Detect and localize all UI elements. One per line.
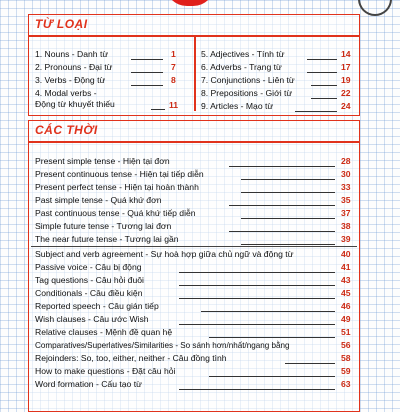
toc-leader — [229, 231, 335, 232]
toc-page-number[interactable]: 22 — [341, 88, 351, 98]
toc-page-number[interactable]: 7 — [171, 62, 176, 72]
decorative-doodle — [358, 0, 392, 16]
toc-page-number[interactable]: 14 — [341, 49, 351, 59]
toc-page-number[interactable]: 37 — [341, 208, 351, 218]
toc-entry-text[interactable]: Tag questions - Câu hỏi đuôi — [35, 275, 144, 285]
toc-entry-text[interactable]: Past simple tense - Quá khứ đơn — [35, 195, 162, 205]
toc-leader — [209, 337, 335, 338]
column-divider — [194, 37, 196, 111]
toc-leader — [307, 72, 337, 73]
toc-page-number[interactable]: 43 — [341, 275, 351, 285]
toc-page-number[interactable]: 11 — [169, 100, 179, 110]
toc-leader — [295, 111, 337, 112]
toc-entry-text[interactable]: Present simple tense - Hiện tại đơn — [35, 156, 170, 166]
tenses-heading: CÁC THỜI — [35, 123, 98, 137]
toc-page-number[interactable]: 40 — [341, 249, 351, 259]
toc-leader — [285, 363, 335, 364]
toc-page-number[interactable]: 58 — [341, 353, 351, 363]
toc-entry-text[interactable]: 1. Nouns - Danh từ — [35, 49, 109, 59]
toc-entry-text-continued[interactable]: Động từ khuyết thiếu — [35, 99, 115, 109]
toc-leader — [229, 205, 335, 206]
toc-entry-text[interactable]: Conditionals - Câu điều kiện — [35, 288, 143, 298]
toc-entry-text[interactable]: Present perfect tense - Hiện tại hoàn thành — [35, 182, 199, 192]
toc-entry-text[interactable]: Wish clauses - Câu ước Wish — [35, 314, 149, 324]
toc-page-number[interactable]: 39 — [341, 234, 351, 244]
toc-entry-text[interactable]: Comparatives/Superlatives/Similarities - So sánh hơn/nhất/ngang bằng — [35, 341, 290, 350]
toc-page-number[interactable]: 45 — [341, 288, 351, 298]
toc-leader — [209, 376, 335, 377]
toc-entry-text[interactable]: 4. Modal verbs - — [35, 88, 97, 98]
toc-leader — [241, 179, 335, 180]
toc-entry-text[interactable]: 7. Conjunctions - Liên từ — [201, 75, 295, 85]
toc-leader — [179, 324, 335, 325]
toc-leader — [151, 109, 165, 110]
toc-leader — [131, 85, 163, 86]
toc-entry-text[interactable]: 5. Adjectives - Tính từ — [201, 49, 285, 59]
toc-entry-text[interactable]: Simple future tense - Tương lai đơn — [35, 221, 172, 231]
toc-leader — [131, 72, 163, 73]
toc-page-number[interactable]: 17 — [341, 62, 351, 72]
heading-divider — [29, 141, 359, 143]
toc-entry-text[interactable]: Subject and verb agreement - Sự hoà hợp giữa chủ ngữ và động từ — [35, 249, 294, 259]
toc-page-number[interactable]: 33 — [341, 182, 351, 192]
toc-page-number[interactable]: 19 — [341, 75, 351, 85]
toc-entry-text[interactable]: 8. Prepositions - Giới từ — [201, 88, 293, 98]
decorative-red-shape — [165, 0, 215, 6]
word-types-section — [28, 14, 360, 116]
toc-entry-text[interactable]: 6. Adverbs - Trạng từ — [201, 62, 282, 72]
toc-leader — [229, 166, 335, 167]
group-divider — [31, 246, 357, 247]
toc-page-number[interactable]: 8 — [171, 75, 176, 85]
toc-leader — [179, 389, 335, 390]
toc-page-number[interactable]: 30 — [341, 169, 351, 179]
toc-page-number[interactable]: 59 — [341, 366, 351, 376]
tenses-section — [28, 120, 360, 412]
toc-entry-text[interactable]: 9. Articles - Mạo từ — [201, 101, 274, 111]
toc-page-number[interactable]: 41 — [341, 262, 351, 272]
toc-page-number[interactable]: 46 — [341, 301, 351, 311]
toc-entry-text[interactable]: Past continuous tense - Quá khứ tiếp diễn — [35, 208, 196, 218]
toc-entry-text[interactable]: The near future tense - Tương lai gần — [35, 234, 179, 244]
toc-leader — [241, 192, 335, 193]
toc-entry-text[interactable]: Relative clauses - Mệnh đề quan hệ — [35, 327, 173, 337]
toc-leader — [131, 59, 163, 60]
toc-entry-text[interactable]: Passive voice - Câu bị động — [35, 262, 142, 272]
toc-entry-text[interactable]: Rejoinders: So, too, either, neither - Câu đồng tình — [35, 353, 227, 363]
toc-page-number[interactable]: 28 — [341, 156, 351, 166]
toc-entry-text[interactable]: Word formation - Cấu tạo từ — [35, 379, 142, 389]
toc-page-number[interactable]: 24 — [341, 101, 351, 111]
word-types-heading: TỪ LOẠI — [35, 17, 88, 31]
toc-page-number[interactable]: 56 — [341, 340, 351, 350]
toc-leader — [307, 59, 337, 60]
toc-entry-text[interactable]: Present continuous tense - Hiện tại tiếp diễn — [35, 169, 204, 179]
toc-page-number[interactable]: 38 — [341, 221, 351, 231]
toc-entry-text[interactable]: 3. Verbs - Động từ — [35, 75, 106, 85]
toc-leader — [311, 85, 337, 86]
toc-entry-text[interactable]: Reported speech - Câu gián tiếp — [35, 301, 159, 311]
toc-leader — [201, 311, 335, 312]
toc-leader — [241, 218, 335, 219]
toc-page-number[interactable]: 51 — [341, 327, 351, 337]
toc-leader — [179, 285, 335, 286]
toc-page-number[interactable]: 35 — [341, 195, 351, 205]
toc-page-number[interactable]: 49 — [341, 314, 351, 324]
toc-leader — [311, 98, 337, 99]
toc-entry-text[interactable]: How to make questions - Đặt câu hỏi — [35, 366, 176, 376]
toc-page-number[interactable]: 63 — [341, 379, 351, 389]
toc-page-number[interactable]: 1 — [171, 49, 176, 59]
toc-leader — [241, 244, 335, 245]
toc-entry-text[interactable]: 2. Pronouns - Đại từ — [35, 62, 113, 72]
toc-leader — [179, 272, 335, 273]
toc-leader — [179, 298, 335, 299]
